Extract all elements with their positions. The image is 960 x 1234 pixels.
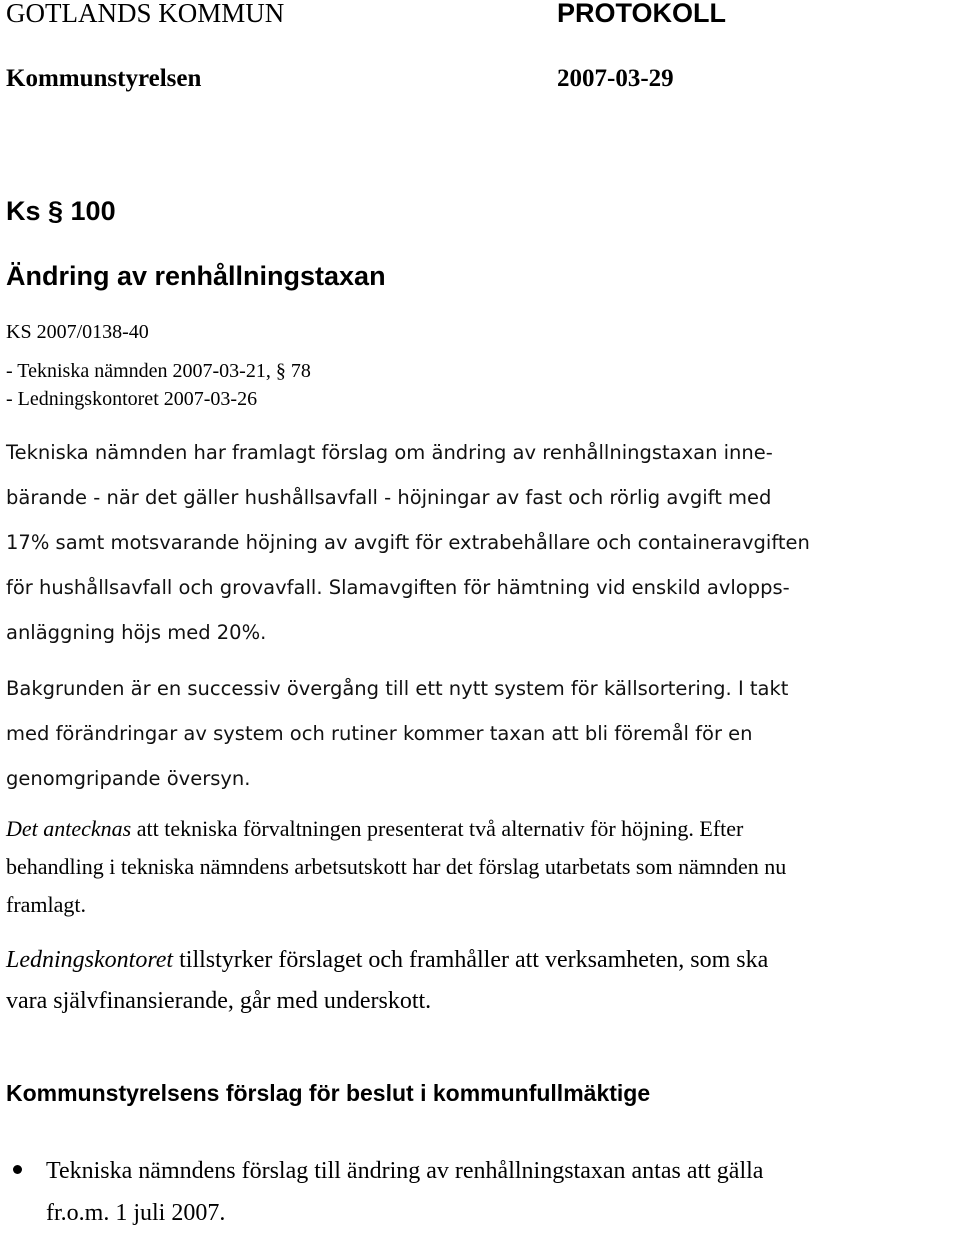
text-line: för hushållsavfall och grovavfall. Slamavgiften för hämtning vid enskild avlopps-	[6, 576, 790, 599]
text-line	[6, 940, 956, 981]
text-line: Tekniska nämndens förslag till ändring av renhållningstaxan antas att gälla	[46, 1158, 764, 1184]
meeting-date: 2007-03-29	[557, 65, 674, 92]
text-line	[6, 810, 956, 848]
text-line: Tekniska nämnden har framlagt förslag om ändring av renhållningstaxan inne-	[6, 441, 773, 464]
bullet-icon	[13, 1165, 22, 1174]
paragraph-proposal-summary	[6, 430, 956, 655]
section-heading: Kommunstyrelsens förslag för beslut i kommunfullmäktige	[6, 1080, 651, 1106]
text-line: bärande - när det gäller hushållsavfall - höjningar av fast och rörlig avgift med	[6, 486, 772, 509]
case-reference: KS 2007/0138-40	[6, 321, 149, 343]
text-line: behandling i tekniska nämndens arbetsutskott har det förslag utarbetats som nämnden nu	[6, 854, 787, 879]
text-line: genomgripande översyn.	[6, 767, 251, 790]
reference-line: - Ledningskontoret 2007-03-26	[6, 388, 258, 410]
text-line: anläggning höjs med 20%.	[6, 621, 267, 644]
text-line: 17% samt motsvarande höjning av avgift för extrabehållare och containeravgiften	[6, 531, 810, 554]
page-title: Ändring av renhållningstaxan	[6, 261, 386, 291]
text-fragment: att tekniska förvaltningen presenterat två alternativ för höjning. Efter	[131, 816, 744, 841]
text-line: framlagt.	[6, 892, 87, 917]
paragraph-background	[6, 666, 956, 801]
paragraph-ledningskontoret	[6, 940, 956, 1022]
paragraph-noted	[6, 810, 956, 924]
org-name: GOTLANDS KOMMUN	[6, 0, 285, 28]
text-line: fr.o.m. 1 juli 2007.	[46, 1200, 226, 1226]
italic-lead: Det antecknas	[6, 816, 132, 841]
document-type: PROTOKOLL	[557, 0, 727, 28]
text-fragment: tillstyrker förslaget och framhåller att verksamheten, som ska	[173, 947, 769, 973]
text-line: med förändringar av system och rutiner kommer taxan att bli föremål för en	[6, 722, 753, 745]
paragraph-number: Ks § 100	[6, 196, 116, 226]
text-line: Bakgrunden är en successiv övergång till ett nytt system för källsortering. I takt	[6, 677, 789, 700]
proposal-item	[46, 1150, 763, 1234]
reference-line: - Tekniska nämnden 2007-03-21, § 78	[6, 360, 311, 382]
committee-name: Kommunstyrelsen	[6, 65, 202, 92]
text-line: vara självfinansierande, går med underskott.	[6, 988, 432, 1014]
italic-lead: Ledningskontoret	[6, 947, 174, 973]
